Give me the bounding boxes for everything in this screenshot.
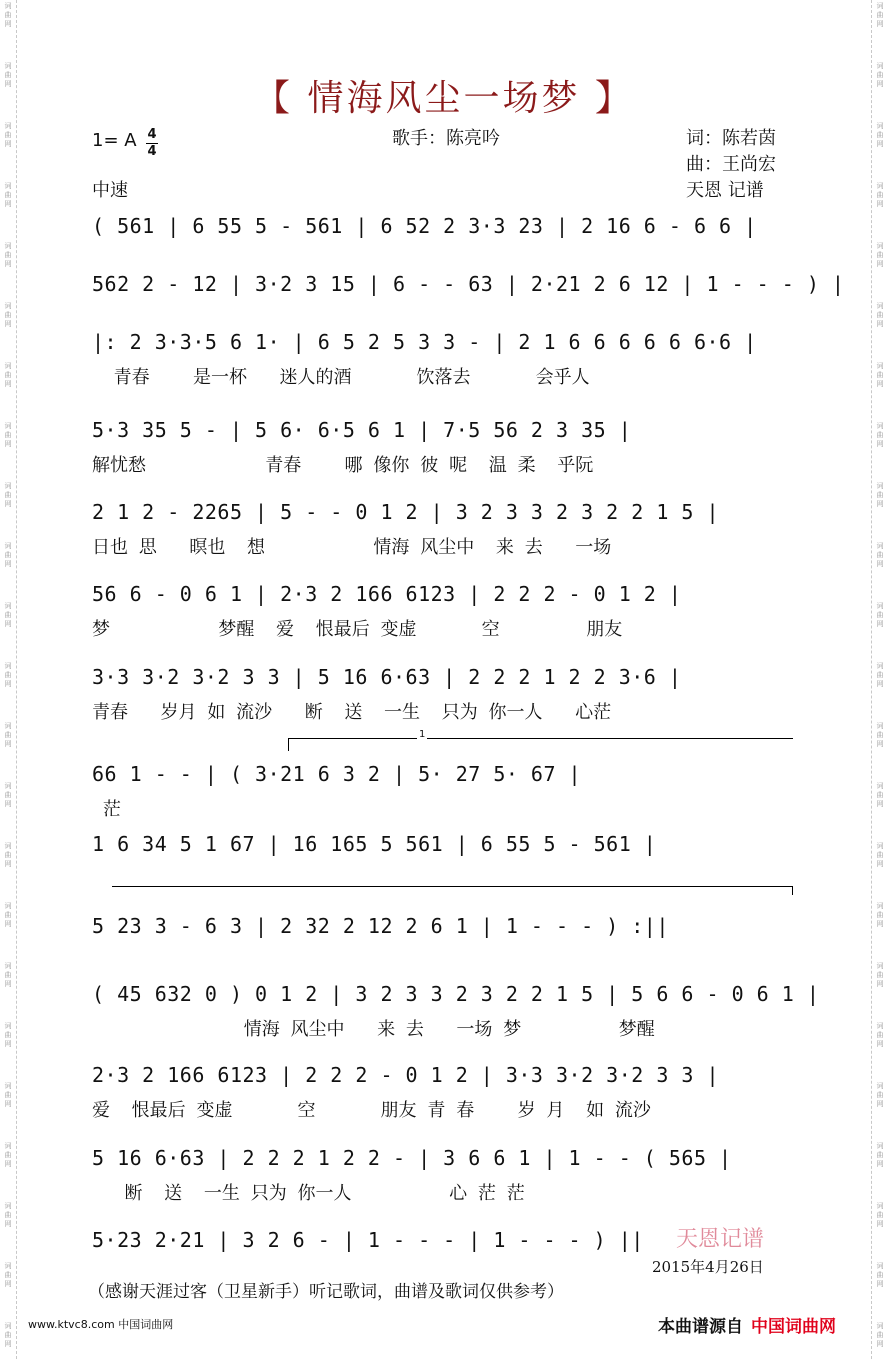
side-watermark: 词曲网 (876, 362, 884, 388)
side-watermark: 词曲网 (4, 242, 12, 268)
side-watermark: 词曲网 (876, 1262, 884, 1288)
notation-row: 562 2 - 12 | 3·2 3 15 | 6 - - 63 | 2·21 2 6 12 | 1 - - - ) | (92, 272, 845, 296)
first-ending-bracket (288, 729, 793, 751)
side-watermark: 词曲网 (4, 362, 12, 388)
notation-row: 5 23 3 - 6 3 | 2 32 2 12 2 6 1 | 1 - - - ) :|| (92, 914, 669, 938)
song-title: 【 情海风尘一场梦 】 (254, 78, 634, 119)
side-watermark: 词曲网 (4, 782, 12, 808)
side-watermark: 词曲网 (4, 1262, 12, 1288)
singer: 歌手：陈亮吟 (392, 128, 500, 149)
source-site-link[interactable]: 中国词曲网 (751, 1317, 836, 1337)
lyrics-row: 日也 思 暝也 想 情海 风尘中 来 去 一场 (92, 537, 612, 558)
notation-row: 5 16 6·63 | 2 2 2 1 2 2 - | 3 6 6 1 | 1 - - ( 565 | (92, 1146, 732, 1170)
side-watermark: 词曲网 (876, 482, 884, 508)
lyrics-row: 爱 恨最后 变虚 空 朋友 青 春 岁 月 如 流沙 (92, 1100, 651, 1121)
volta-label: 1 (419, 729, 426, 740)
time-signature (146, 128, 158, 159)
side-watermark: 词曲网 (876, 902, 884, 928)
source-label: 本曲谱源自 (658, 1317, 743, 1337)
transcriber-stamp: 天恩记谱 (676, 1227, 765, 1252)
key-signature: 1= A (92, 130, 137, 151)
notation-row: 1 6 34 5 1 67 | 16 165 5 561 | 6 55 5 - 561 | (92, 832, 657, 856)
side-watermark: 词曲网 (4, 2, 12, 28)
side-watermark: 词曲网 (4, 722, 12, 748)
lyrics-row: 情海 风尘中 来 去 一场 梦 梦醒 (92, 1019, 655, 1040)
side-watermark: 词曲网 (876, 1322, 884, 1348)
side-watermark: 词曲网 (876, 722, 884, 748)
side-watermark: 词曲网 (876, 302, 884, 328)
side-watermark: 词曲网 (4, 1202, 12, 1228)
notation-row: 5·3 35 5 - | 5 6· 6·5 6 1 | 7·5 56 2 3 35 | (92, 418, 632, 442)
side-watermark: 词曲网 (4, 62, 12, 88)
side-watermark: 词曲网 (876, 122, 884, 148)
date: 2015年4月26日 (652, 1258, 764, 1276)
side-watermark: 词曲网 (876, 1202, 884, 1228)
side-watermark: 词曲网 (4, 302, 12, 328)
transcriber: 天恩 记谱 (686, 180, 764, 201)
side-watermark: 词曲网 (4, 902, 12, 928)
side-watermark: 词曲网 (876, 602, 884, 628)
lyricist: 词：陈若茵 (686, 128, 776, 149)
side-watermark: 词曲网 (4, 1142, 12, 1168)
side-watermark: 词曲网 (876, 1022, 884, 1048)
side-watermark: 词曲网 (876, 662, 884, 688)
composer: 曲：王尚宏 (686, 154, 776, 175)
lyrics-row: 梦 梦醒 爱 恨最后 变虚 空 朋友 (92, 619, 623, 640)
notation-row: 2 1 2 - 2265 | 5 - - 0 1 2 | 3 2 3 3 2 3 2 2 1 5 | (92, 500, 720, 524)
side-watermark: 词曲网 (4, 962, 12, 988)
side-watermark: 词曲网 (4, 422, 12, 448)
side-watermark: 词曲网 (876, 842, 884, 868)
notation-row: 2·3 2 166 6123 | 2 2 2 - 0 1 2 | 3·3 3·2 3·2 3 3 | (92, 1063, 720, 1087)
side-watermark: 词曲网 (4, 122, 12, 148)
notation-row: |: 2 3·3·5 6 1· | 6 5 2 5 3 3 - | 2 1 6 6 6 6 6 6·6 | (92, 330, 757, 354)
repeat-bracket-line (112, 886, 793, 895)
lyrics-row: 茫 (92, 799, 121, 820)
side-watermark: 词曲网 (876, 182, 884, 208)
notation-row: 3·3 3·2 3·2 3 3 | 5 16 6·63 | 2 2 2 1 2 2 3·6 | (92, 665, 682, 689)
side-watermark: 词曲网 (876, 1082, 884, 1108)
notation-row: 56 6 - 0 6 1 | 2·3 2 166 6123 | 2 2 2 - 0 1 2 | (92, 582, 682, 606)
right-margin-strip (871, 0, 888, 1359)
site-url[interactable]: www.ktvc8.com 中国词曲网 (28, 1318, 174, 1331)
side-watermark: 词曲网 (876, 782, 884, 808)
side-watermark: 词曲网 (4, 1082, 12, 1108)
tempo: 中速 (92, 180, 128, 201)
side-watermark: 词曲网 (876, 62, 884, 88)
side-watermark: 词曲网 (876, 422, 884, 448)
credits-note: （感谢天涯过客（卫星新手）听记歌词，曲谱及歌词仅供参考） (88, 1282, 564, 1302)
side-watermark: 词曲网 (4, 542, 12, 568)
notation-row: ( 561 | 6 55 5 - 561 | 6 52 2 3·3 23 | 2 16 6 - 6 6 | (92, 214, 757, 238)
side-watermark: 词曲网 (876, 2, 884, 28)
notation-row: 66 1 - - | ( 3·21 6 3 2 | 5· 27 5· 67 | (92, 762, 582, 786)
side-watermark: 词曲网 (4, 662, 12, 688)
notation-row: 5·23 2·21 | 3 2 6 - | 1 - - - | 1 - - - ) || (92, 1228, 644, 1252)
left-margin-strip (0, 0, 17, 1359)
lyrics-row: 青春 是一杯 迷人的酒 饮落去 会乎人 (92, 367, 590, 388)
lyrics-row: 解忧愁 青春 哪 像你 彼 呢 温 柔 乎阮 (92, 455, 594, 476)
side-watermark: 词曲网 (876, 1142, 884, 1168)
side-watermark: 词曲网 (4, 482, 12, 508)
lyrics-row: 断 送 一生 只为 你一人 心 茫 茫 (92, 1183, 525, 1204)
side-watermark: 词曲网 (4, 1022, 12, 1048)
notation-row: ( 45 632 0 ) 0 1 2 | 3 2 3 3 2 3 2 2 1 5 | 5 6 6 - 0 6 1 | (92, 982, 820, 1006)
time-bottom: 4 (147, 144, 157, 159)
side-watermark: 词曲网 (4, 1322, 12, 1348)
time-top: 4 (147, 127, 157, 142)
side-watermark: 词曲网 (876, 542, 884, 568)
lyrics-row: 青春 岁月 如 流沙 断 送 一生 只为 你一人 心茫 (92, 702, 612, 723)
source-credit (658, 1312, 836, 1337)
side-watermark: 词曲网 (4, 182, 12, 208)
side-watermark: 词曲网 (4, 602, 12, 628)
side-watermark: 词曲网 (876, 962, 884, 988)
side-watermark: 词曲网 (4, 842, 12, 868)
side-watermark: 词曲网 (876, 242, 884, 268)
